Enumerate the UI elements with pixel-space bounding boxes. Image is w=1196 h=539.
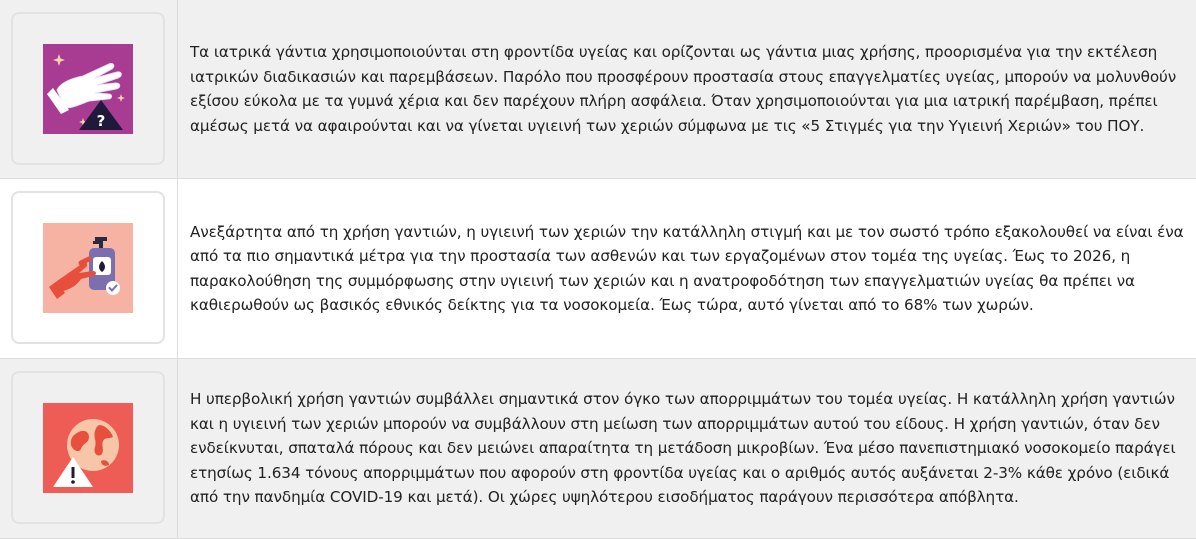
svg-text:?: ? xyxy=(96,111,106,130)
icon-cell xyxy=(0,179,178,358)
table-row xyxy=(0,179,1196,359)
icon-frame xyxy=(11,191,165,344)
glove-hazard-icon xyxy=(43,44,133,134)
table-row xyxy=(0,359,1196,539)
icon-frame xyxy=(11,12,165,165)
hand-sanitizer-icon xyxy=(43,223,133,313)
paragraph: Η υπερβολική χρήση γαντιών συμβάλλει σημαντικά στον όγκο των απορριμμάτων του τομέα υγείας. Η κατάλληλη χρήση γαντιών και η υγιεινή των χεριών μπορούν να συμβάλλουν στη μείωση των απορριμμάτων αυτού του είδους. Η χρήση γαντιών, όταν δεν ενδείκνυται, σπαταλά πόρους και δεν μειώνει απαραίτητα τη μετάδοση μικροβίων. Ένα μέσο πανεπιστημιακό νοσοκομείο παράγει ετησίως 1.634 τόνους απορριμμάτων που αφορούν στη φροντίδα υγείας και ο αριθμός αυτός αυξάνεται 2-3% κάθε χρόνο (ειδικά από την πανδημία COVID-19 και μετά). Οι χώρες υψηλότερου εισοδήματος παράγουν περισσότερα απόβλητα. xyxy=(190,390,1176,507)
row-text xyxy=(178,40,1196,138)
icon-frame xyxy=(11,371,165,524)
globe-warning-icon xyxy=(43,403,133,493)
paragraph: Ανεξάρτητα από τη χρήση γαντιών, η υγιεινή των χεριών την κατάλληλη στιγμή και με τον σωστό τρόπο εξακολουθεί να είναι ένα από τα πιο σημαντικά μέτρα για την προστασία των ασθενών και των εργαζομένων στον τομέα της υγείας. Έως το 2026, η παρακολούθηση της συμμόρφωσης στην υγιεινή των χεριών και η ανατροφοδότηση των επαγγελματιών υγείας θα πρέπει να καθιερωθούν ως βασικός εθνικός δείκτης για τα νοσοκομεία. Έως τώρα, αυτό γίνεται από το 68% των χωρών. xyxy=(190,222,1184,314)
icon-cell xyxy=(0,359,178,538)
icon-cell xyxy=(0,0,178,178)
table-row xyxy=(0,0,1196,179)
paragraph: Τα ιατρικά γάντια χρησιμοποιούνται στη φροντίδα υγείας και ορίζονται ως γάντια μιας χρήσης, προορισμένα για την εκτέλεση ιατρικών διαδικασιών και παρεμβάσεων. Παρόλο που προσφέρουν προστασία στους επαγγελματίες υγείας, μπορούν να μολυνθούν εξίσου εύκολα με τα γυμνά χέρια και δεν παρέχουν πλήρη ασφάλεια. Όταν χρησιμοποιούνται για μια ιατρική παρέμβαση, πρέπει αμέσως μετά να αφαιρούνται και να γίνεται υγιεινή των χεριών σύμφωνα με τις «5 Στιγμές για την Υγιεινή Χεριών» του ΠΟΥ. xyxy=(190,43,1177,135)
row-text xyxy=(178,220,1196,318)
row-text xyxy=(178,387,1196,510)
